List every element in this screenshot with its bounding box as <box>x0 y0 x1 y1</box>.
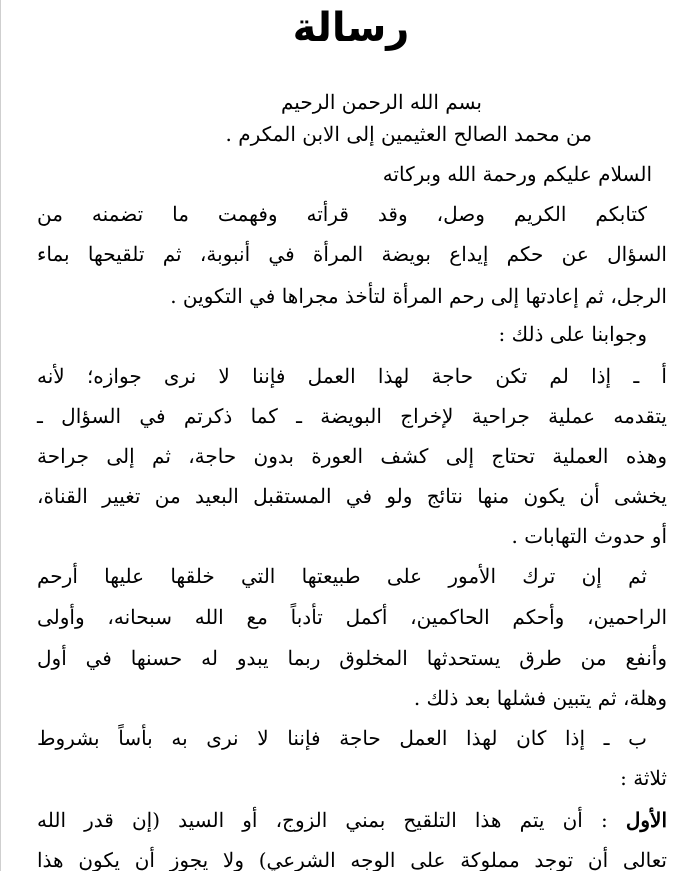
paragraph-2-line-1: ثم إن ترك الأمور على طبيعتها التي خلقها عليها أرحم <box>37 564 647 588</box>
paragraph-1-line-3: الرجل، ثم إعادتها إلى رحم المرأة لتأخذ مجراها في التكوين . <box>170 284 667 308</box>
paragraph-2-line-2: الراحمين، وأحكم الحاكمين، أكمل تأدباً مع الله سبحانه، وأولى <box>37 605 667 629</box>
point-a-line-3: وهذه العملية تحتاج إلى كشف العورة بدون حاجة، ثم إلى جراحة <box>37 444 667 468</box>
sender-line: من محمد الصالح العثيمين إلى الابن المكرم . <box>225 122 592 146</box>
condition-first-text: : أن يتم هذا التلقيح بمني الزوج، أو السيد (إن قدر الله <box>37 808 608 832</box>
point-a-line-5: أو حدوث التهابات . <box>511 524 667 548</box>
point-a-line-4: يخشى أن يكون منها نتائج ولو في المستقبل البعيد من تغيير القناة، <box>37 484 667 508</box>
basmala-line: بسم الله الرحمن الرحيم <box>280 90 482 114</box>
point-a-line-2: يتقدمه عملية جراحية لإخراج البويضة ـ كما ذكرتم في السؤال ـ <box>37 404 667 428</box>
paragraph-2-line-3: وأنفع من طرق يستحدثها المخلوق ربما يبدو له حسنها في أول <box>37 646 667 670</box>
point-a-line-1: أ ـ إذا لم تكن حاجة لهذا العمل فإننا لا نرى جوازه؛ لأنه <box>37 364 667 388</box>
point-b-line-2: ثلاثة : <box>620 766 667 790</box>
condition-first-line-2: تعالى أن توجد مملوكة على الوجه الشرعي) ولا يجوز أن يكون هذا <box>37 848 667 871</box>
paragraph-1-line-1: كتابكم الكريم وصل، وقد قرأته وفهمت ما تضمنه من <box>37 202 647 226</box>
condition-first-line <box>37 806 667 834</box>
condition-first-label: الأول <box>625 808 667 832</box>
point-b-line-1: ب ـ إذا كان لهذا العمل حاجة فإننا لا نرى به بأساً بشروط <box>37 726 647 750</box>
answer-intro-line: وجوابنا على ذلك : <box>498 322 647 346</box>
paragraph-1-line-2: السؤال عن حكم إيداع بويضة المرأة في أنبوبة، ثم تلقيحها بماء <box>37 242 667 266</box>
paragraph-2-line-4: وهلة، ثم يتبين فشلها بعد ذلك . <box>413 686 667 710</box>
greeting-line: السلام عليكم ورحمة الله وبركاته <box>382 162 652 186</box>
page-title: رسالة <box>292 5 410 51</box>
